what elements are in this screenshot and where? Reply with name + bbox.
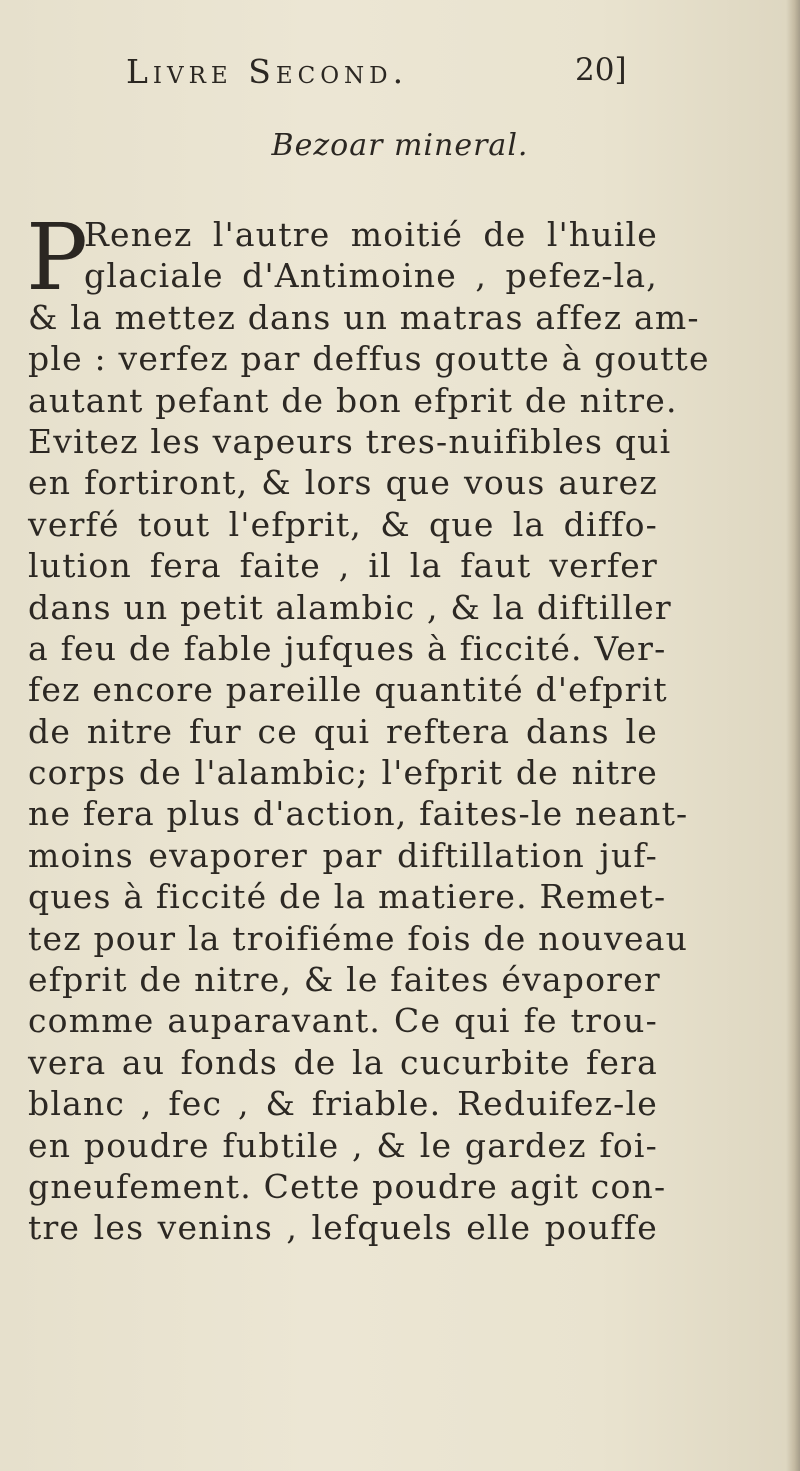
text-line: lution fera faite , il la faut verfer: [28, 546, 658, 586]
text-line: vera au fonds de la cucurbite fera: [28, 1042, 658, 1082]
page-edge-shadow: [786, 0, 800, 1471]
text-line: corps de l'alambic; l'efprit de nitre: [28, 753, 658, 793]
text-line: en fortiront, & lors que vous aurez: [28, 463, 658, 503]
text-line: efprit de nitre, & le faites évaporer: [28, 960, 661, 1000]
page-number: 20]: [575, 52, 627, 88]
text-line: verfé tout l'efprit, & que la diffo-: [28, 504, 658, 544]
text-line: ques à ficcité de la matiere. Remet-: [28, 877, 667, 917]
running-head: [0, 52, 800, 102]
text-line: ple : verfez par deffus goutte à goutte: [28, 339, 710, 379]
text-line: de nitre fur ce qui reftera dans le: [28, 711, 658, 751]
body-text: [26, 204, 710, 1249]
text-line: dans un petit alambic , & la diftiller: [28, 587, 672, 627]
text-line: ne fera plus d'action, faites-le neant-: [28, 794, 689, 834]
section-title: Bezoar mineral.: [271, 128, 529, 163]
text-line: a feu de fable jufques à ficcité. Ver-: [28, 628, 667, 668]
text-line: fez encore pareille quantité d'efprit: [28, 670, 668, 710]
text-line: Evitez les vapeurs tres-nuifibles qui: [28, 421, 672, 461]
text-line: tre les venins , lefquels elle pouffe: [28, 1208, 658, 1248]
text-line: & la mettez dans un matras affez am-: [28, 297, 700, 337]
text-line: glaciale d'Antimoine , pefez-la,: [84, 256, 658, 296]
text-line: en poudre fubtile , & le gardez foi-: [28, 1125, 658, 1165]
text-line: moins evaporer par diftillation juf-: [28, 835, 658, 875]
running-title: Livre Second.: [126, 52, 409, 91]
text-line: Renez l'autre moitié de l'huile: [84, 215, 658, 254]
text-line: comme auparavant. Ce qui fe trou-: [28, 1001, 658, 1041]
text-line: tez pour la troifiéme fois de nouveau: [28, 918, 689, 958]
text-line: blanc , fec , & friable. Reduifez-le: [28, 1084, 658, 1124]
drop-cap: P: [26, 204, 88, 311]
text-line: gneufement. Cette poudre agit con-: [28, 1166, 667, 1206]
text-line: autant pefant de bon efprit de nitre.: [28, 380, 678, 420]
